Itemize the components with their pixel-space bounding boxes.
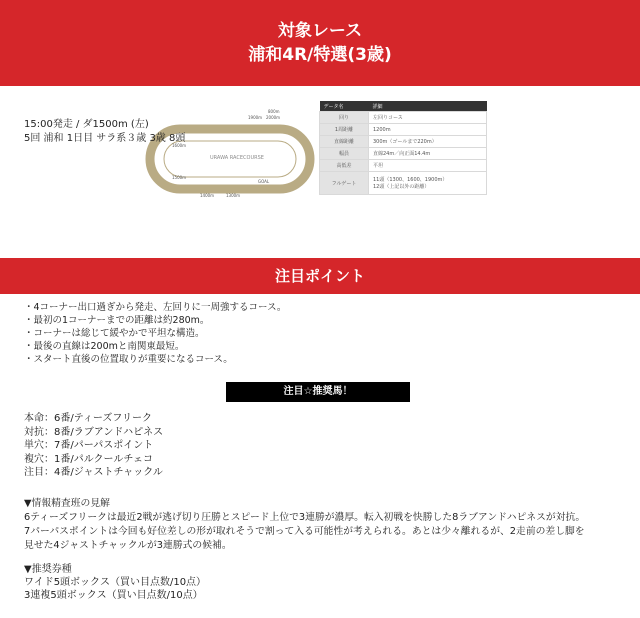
spec-row: [320, 172, 487, 195]
label-1300m: 1300m: [226, 193, 241, 198]
pick-item-longshot: 複穴：1番/パルクールチェコ: [24, 453, 154, 465]
spec-row: [320, 124, 487, 136]
label-1400m: 1400m: [200, 193, 215, 198]
label-1600m: 1600m: [172, 143, 187, 148]
spec-value: [369, 172, 487, 195]
list-item: ・スタート直後の位置取りが重要になるコース。: [24, 354, 233, 365]
pick-item-dark-horse: 単穴：7番/パーパスポイント: [24, 440, 154, 451]
analysis-line: 7パーパスポイントは今回も好位差しの形が取れそうで割って入る可能性が考えられる。あとは少々離れるが、2走前の差し脚を: [24, 526, 585, 537]
spec-key: 直線距離: [320, 136, 369, 148]
list-item: ・最後の直線は200mと南関東最短。: [24, 341, 185, 352]
spec-value-line: 12頭（上記以外の距離）: [373, 184, 430, 190]
spec-value: 左回りコース: [369, 112, 487, 124]
list-item: ・最初の1コーナーまでの距離は約280m。: [24, 315, 210, 326]
label-800m: 800m: [268, 109, 280, 114]
pick-item-watch: 注目：4番/ジャストチャックル: [24, 467, 163, 478]
list-item: ・4コーナー出口過ぎから発走、左回りに一周強するコース。: [24, 302, 287, 313]
picks-heading: 注目☆推奨馬！: [226, 382, 410, 402]
race-time-distance: 15:00発走 / ダ1500m (左): [24, 119, 149, 130]
list-item: ・コーナーは総じて緩やかで平坦な構造。: [24, 328, 205, 339]
focus-points-list: [24, 301, 286, 366]
race-banner: [0, 0, 640, 86]
spec-key: 1周距離: [320, 124, 369, 136]
spec-row: [320, 112, 487, 124]
course-spec-table: [319, 101, 487, 195]
analysis-line: 6ティーズフリークは最近2戦が逃げ切り圧勝とスピード上位で3連勝が濃厚。転入初戦を快勝した8ラブアンドハピネスが対抗。: [24, 512, 586, 523]
spec-value: 1200m: [369, 124, 487, 136]
spec-row: [320, 160, 487, 172]
spec-key: フルゲート: [320, 172, 369, 195]
race-info: [24, 118, 185, 146]
analysis-line: 見せた4ジャストチャックルが3連勝式の候補。: [24, 540, 232, 551]
banner-race-name: 浦和4R/特選(3歳): [248, 45, 392, 65]
recommend-line: 3連複5頭ボックス（買い目点数/10点）: [24, 590, 203, 601]
course-map: [140, 101, 320, 201]
recommend-line: ワイド5頭ボックス（買い目点数/10点）: [24, 577, 207, 588]
spec-header-name: データ名: [320, 101, 369, 112]
spec-key: 幅員: [320, 148, 369, 160]
analysis-section: [24, 497, 624, 553]
spec-key: 高低差: [320, 160, 369, 172]
spec-value: 300m（ゴールまで220m）: [369, 136, 487, 148]
label-1500m: 1500m: [172, 175, 187, 180]
spec-row: [320, 148, 487, 160]
recommend-heading: ▼推奨券種: [24, 564, 72, 575]
spec-value: 平坦: [369, 160, 487, 172]
analysis-heading: ▼情報精査班の見解: [24, 498, 110, 509]
picks-list: [24, 412, 163, 480]
spec-header-detail: 詳細: [369, 101, 487, 112]
label-2000m: 2000m: [266, 115, 281, 120]
label-goal: GOAL: [258, 179, 270, 184]
focus-heading: 注目ポイント: [0, 258, 640, 294]
spec-value: 直線24m／向正面14.4m: [369, 148, 487, 160]
track-name-label: URAWA RACECOURSE: [210, 155, 264, 161]
label-1900m: 1900m: [248, 115, 263, 120]
spec-row: [320, 136, 487, 148]
banner-title: 対象レース: [277, 21, 363, 41]
spec-key: 回り: [320, 112, 369, 124]
spec-value-line: 11頭（1300、1600、1900m）: [373, 177, 448, 183]
pick-item-main: 本命：6番/ティーズフリーク: [24, 413, 153, 424]
recommend-section: [24, 563, 206, 602]
race-meeting-class: 5回 浦和 1日目 サラ系３歳 3歳 8頭: [24, 133, 186, 144]
pick-item-rival: 対抗：8番/ラブアンドハピネス: [24, 426, 164, 438]
